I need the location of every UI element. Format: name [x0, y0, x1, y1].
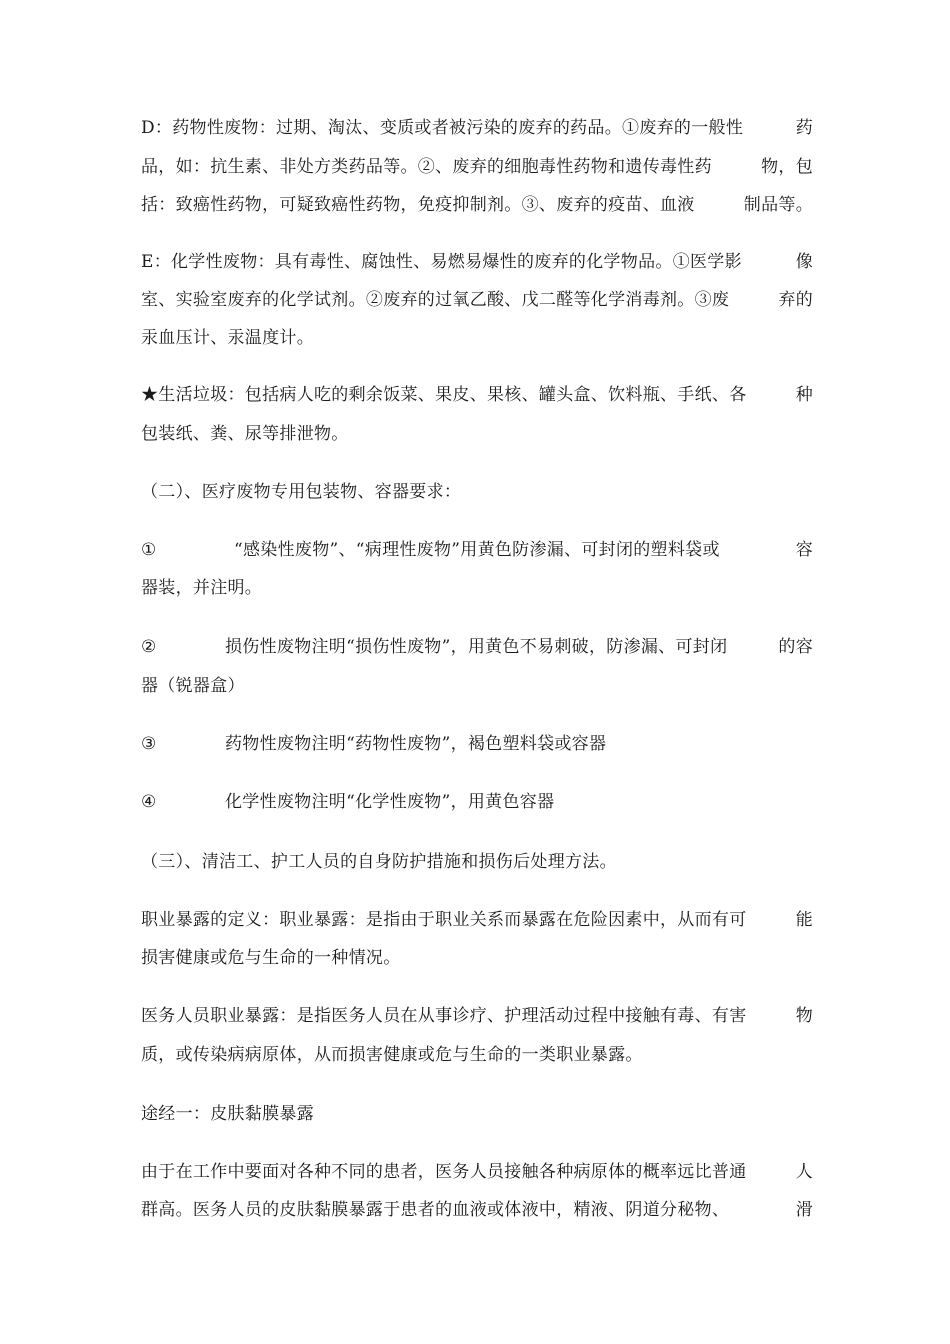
- text-segment: 括：致癌性药物，可疑致癌性药物，免疫抑制剂。③、废弃的疫苗、血液: [141, 195, 695, 215]
- list-item-text: 药物性废物注明“药物性废物”，褐色塑料袋或容器: [225, 734, 607, 754]
- text-segment: E：化学性废物：具有毒性、腐蚀性、易燃易爆性的废弃的化学物品。①医学影: [141, 252, 742, 272]
- list-number: ④: [141, 792, 157, 812]
- list-number: ①: [141, 540, 157, 560]
- list-item-1-continuation: 器装，并注明。: [141, 578, 263, 598]
- text-segment: 滑: [795, 1200, 813, 1220]
- list-number: ②: [141, 637, 157, 657]
- text-segment: 像: [795, 252, 813, 272]
- paragraph-d-line-2: [141, 156, 813, 178]
- text-segment: 由于在工作中要面对各种不同的患者，医务人员接触各种病原体的概率远比普通: [141, 1162, 747, 1182]
- list-item-text: [225, 636, 813, 658]
- paragraph-e-line-3: 汞血压计、汞温度计。: [141, 328, 314, 348]
- text-segment: 药: [795, 118, 813, 138]
- text-segment: ★生活垃圾：包括病人吃的剩余饭菜、果皮、果核、罐头盒、饮料瓶、手纸、各: [141, 385, 747, 405]
- paragraph-route-1-line-1: [141, 1161, 813, 1183]
- text-segment: “感染性废物”、“病理性废物”用黄色防渗漏、可封闭的塑料袋或: [234, 540, 720, 560]
- text-segment: 物，包: [761, 157, 813, 177]
- section-heading-3: （三）、清洁工、护工人员的自身防护措施和损伤后处理方法。: [141, 852, 617, 872]
- text-segment: 人: [795, 1162, 813, 1182]
- paragraph-garbage-line-2: 包装纸、粪、尿等排泄物。: [141, 424, 349, 444]
- text-segment: 品，如：抗生素、非处方类药品等。②、废弃的细胞毒性药物和遗传毒性药: [141, 157, 712, 177]
- text-segment: 制品等。: [743, 195, 813, 215]
- text-segment: 损伤性废物注明“损伤性废物”，用黄色不易刺破，防渗漏、可封闭: [225, 637, 728, 657]
- route-1-heading: 途经一：皮肤黏膜暴露: [141, 1104, 314, 1124]
- text-segment: 能: [795, 910, 813, 930]
- paragraph-e-line-1: [141, 251, 813, 273]
- text-segment: 职业暴露的定义：职业暴露：是指由于职业关系而暴露在危险因素中，从而有可: [141, 910, 747, 930]
- list-item-text: 化学性废物注明“化学性废物”，用黄色容器: [225, 792, 555, 812]
- paragraph-e-line-2: [141, 289, 813, 311]
- paragraph-d-line-1: [141, 117, 813, 139]
- text-segment: D：药物性废物：过期、淘汰、变质或者被污染的废弃的药品。①废弃的一般性: [141, 118, 744, 138]
- section-heading-2: （二）、医疗废物专用包装物、容器要求：: [141, 482, 462, 502]
- text-segment: 弃的: [778, 290, 813, 310]
- text-segment: 群高。医务人员的皮肤黏膜暴露于患者的血液或体液中，精液、阴道分秘物、: [141, 1200, 730, 1220]
- text-segment: 物: [795, 1006, 813, 1026]
- paragraph-garbage-line-1: [141, 384, 813, 406]
- paragraph-medical-exposure-line-1: [141, 1005, 813, 1027]
- list-item-text: [234, 539, 813, 561]
- list-item-2-continuation: 器（锐器盒）: [141, 676, 245, 696]
- text-segment: 室、实验室废弃的化学试剂。②废弃的过氧乙酸、戊二醛等化学消毒剂。③废: [141, 290, 730, 310]
- paragraph-route-1-line-2: [141, 1199, 813, 1221]
- paragraph-exposure-def-line-2: 损害健康或危与生命的一种情况。: [141, 948, 401, 968]
- paragraph-d-line-3: [141, 194, 813, 216]
- text-segment: 种: [795, 385, 813, 405]
- list-number: ③: [141, 734, 157, 754]
- text-segment: 医务人员职业暴露：是指医务人员在从事诊疗、护理活动过程中接触有毒、有害: [141, 1006, 747, 1026]
- text-segment: 的容: [778, 637, 813, 657]
- paragraph-medical-exposure-line-2: 质，或传染病病原体，从而损害健康或危与生命的一类职业暴露。: [141, 1045, 643, 1065]
- text-segment: 容: [795, 540, 813, 560]
- paragraph-exposure-def-line-1: [141, 909, 813, 931]
